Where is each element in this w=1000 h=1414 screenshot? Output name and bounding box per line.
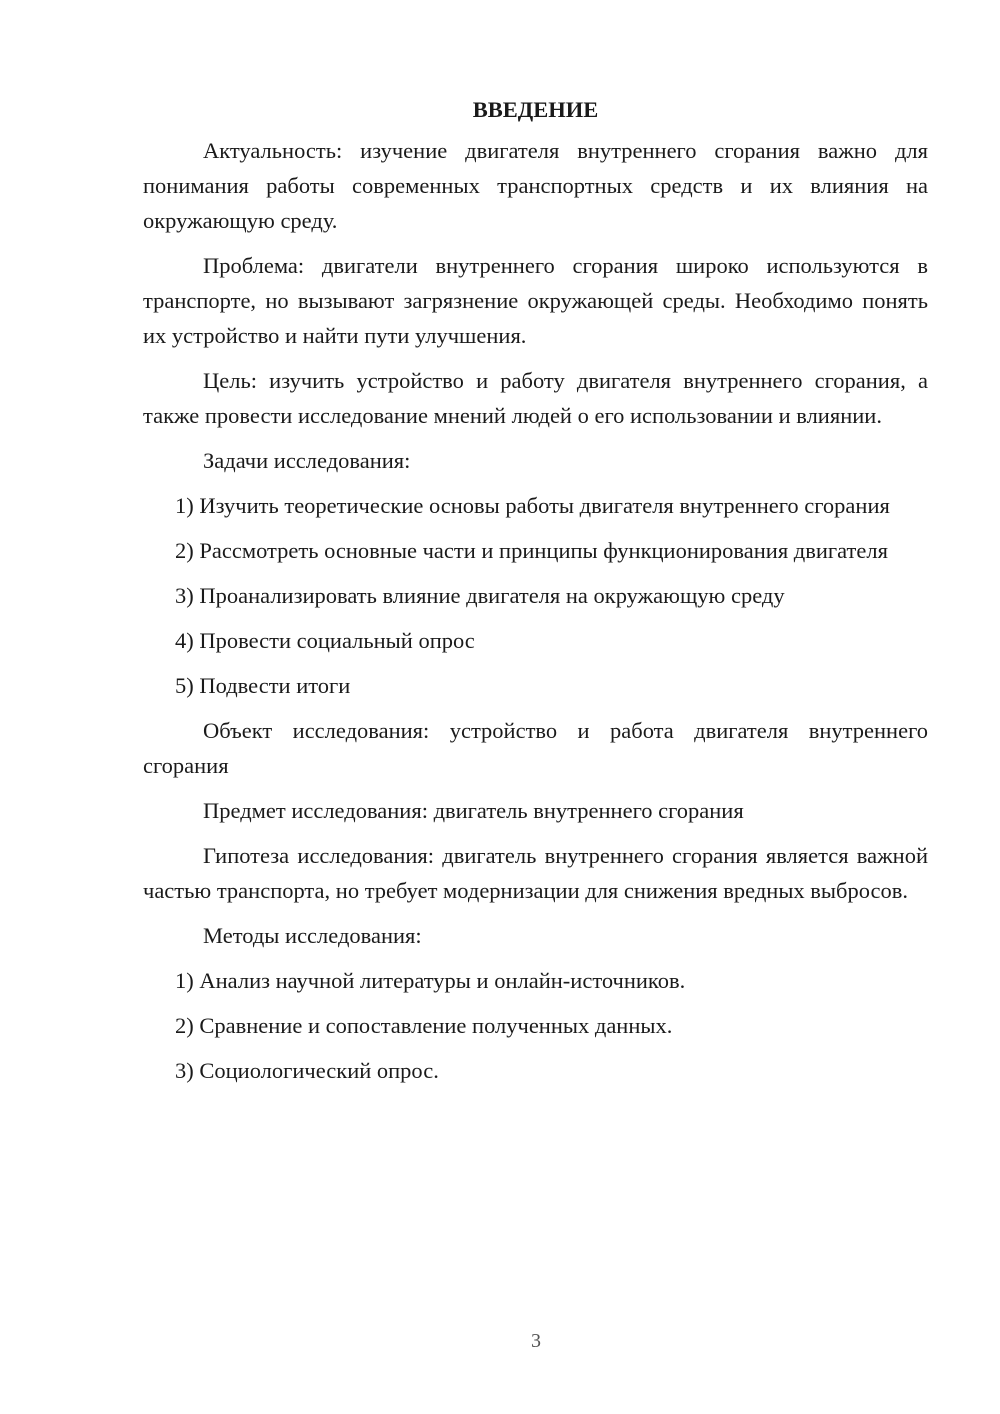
- task-item: 5) Подвести итоги: [175, 673, 351, 698]
- relevance-paragraph: Актуальность: изучение двигателя внутреннего сгорания важно для понимания работы современных транспортных средств и их влияния на окружающую среду.: [143, 138, 928, 233]
- method-item: 2) Сравнение и сопоставление полученных данных.: [175, 1013, 673, 1038]
- subject-paragraph: Предмет исследования: двигатель внутреннего сгорания: [203, 798, 744, 823]
- task-item: 3) Проанализировать влияние двигателя на окружающую среду: [175, 583, 785, 608]
- methods-list: [143, 963, 928, 1088]
- method-item: 3) Социологический опрос.: [175, 1058, 439, 1083]
- task-item: 4) Провести социальный опрос: [175, 628, 475, 653]
- page-number: 3: [531, 1330, 541, 1352]
- hypothesis-paragraph: Гипотеза исследования: двигатель внутреннего сгорания является важной частью транспорта, но требует модернизации для снижения вредных выбросов.: [143, 843, 928, 903]
- task-item: 2) Рассмотреть основные части и принципы функционирования двигателя: [175, 538, 888, 563]
- methods-heading: Методы исследования:: [203, 923, 422, 948]
- document-page: [143, 92, 928, 1098]
- goal-paragraph: Цель: изучить устройство и работу двигателя внутреннего сгорания, а также провести исследование мнений людей о его использовании и влиянии.: [143, 368, 928, 428]
- page-title: ВВЕДЕНИЕ: [472, 97, 599, 122]
- object-paragraph: Объект исследования: устройство и работа двигателя внутреннего сгорания: [143, 718, 928, 778]
- tasks-heading: Задачи исследования:: [203, 448, 411, 473]
- tasks-list: [143, 488, 928, 703]
- problem-paragraph: Проблема: двигатели внутреннего сгорания широко используются в транспорте, но вызывают загрязнение окружающей среды. Необходимо понять их устройство и найти пути улучшения.: [143, 253, 928, 348]
- task-item: 1) Изучить теоретические основы работы двигателя внутреннего сгорания: [175, 493, 890, 518]
- method-item: 1) Анализ научной литературы и онлайн-источников.: [175, 968, 686, 993]
